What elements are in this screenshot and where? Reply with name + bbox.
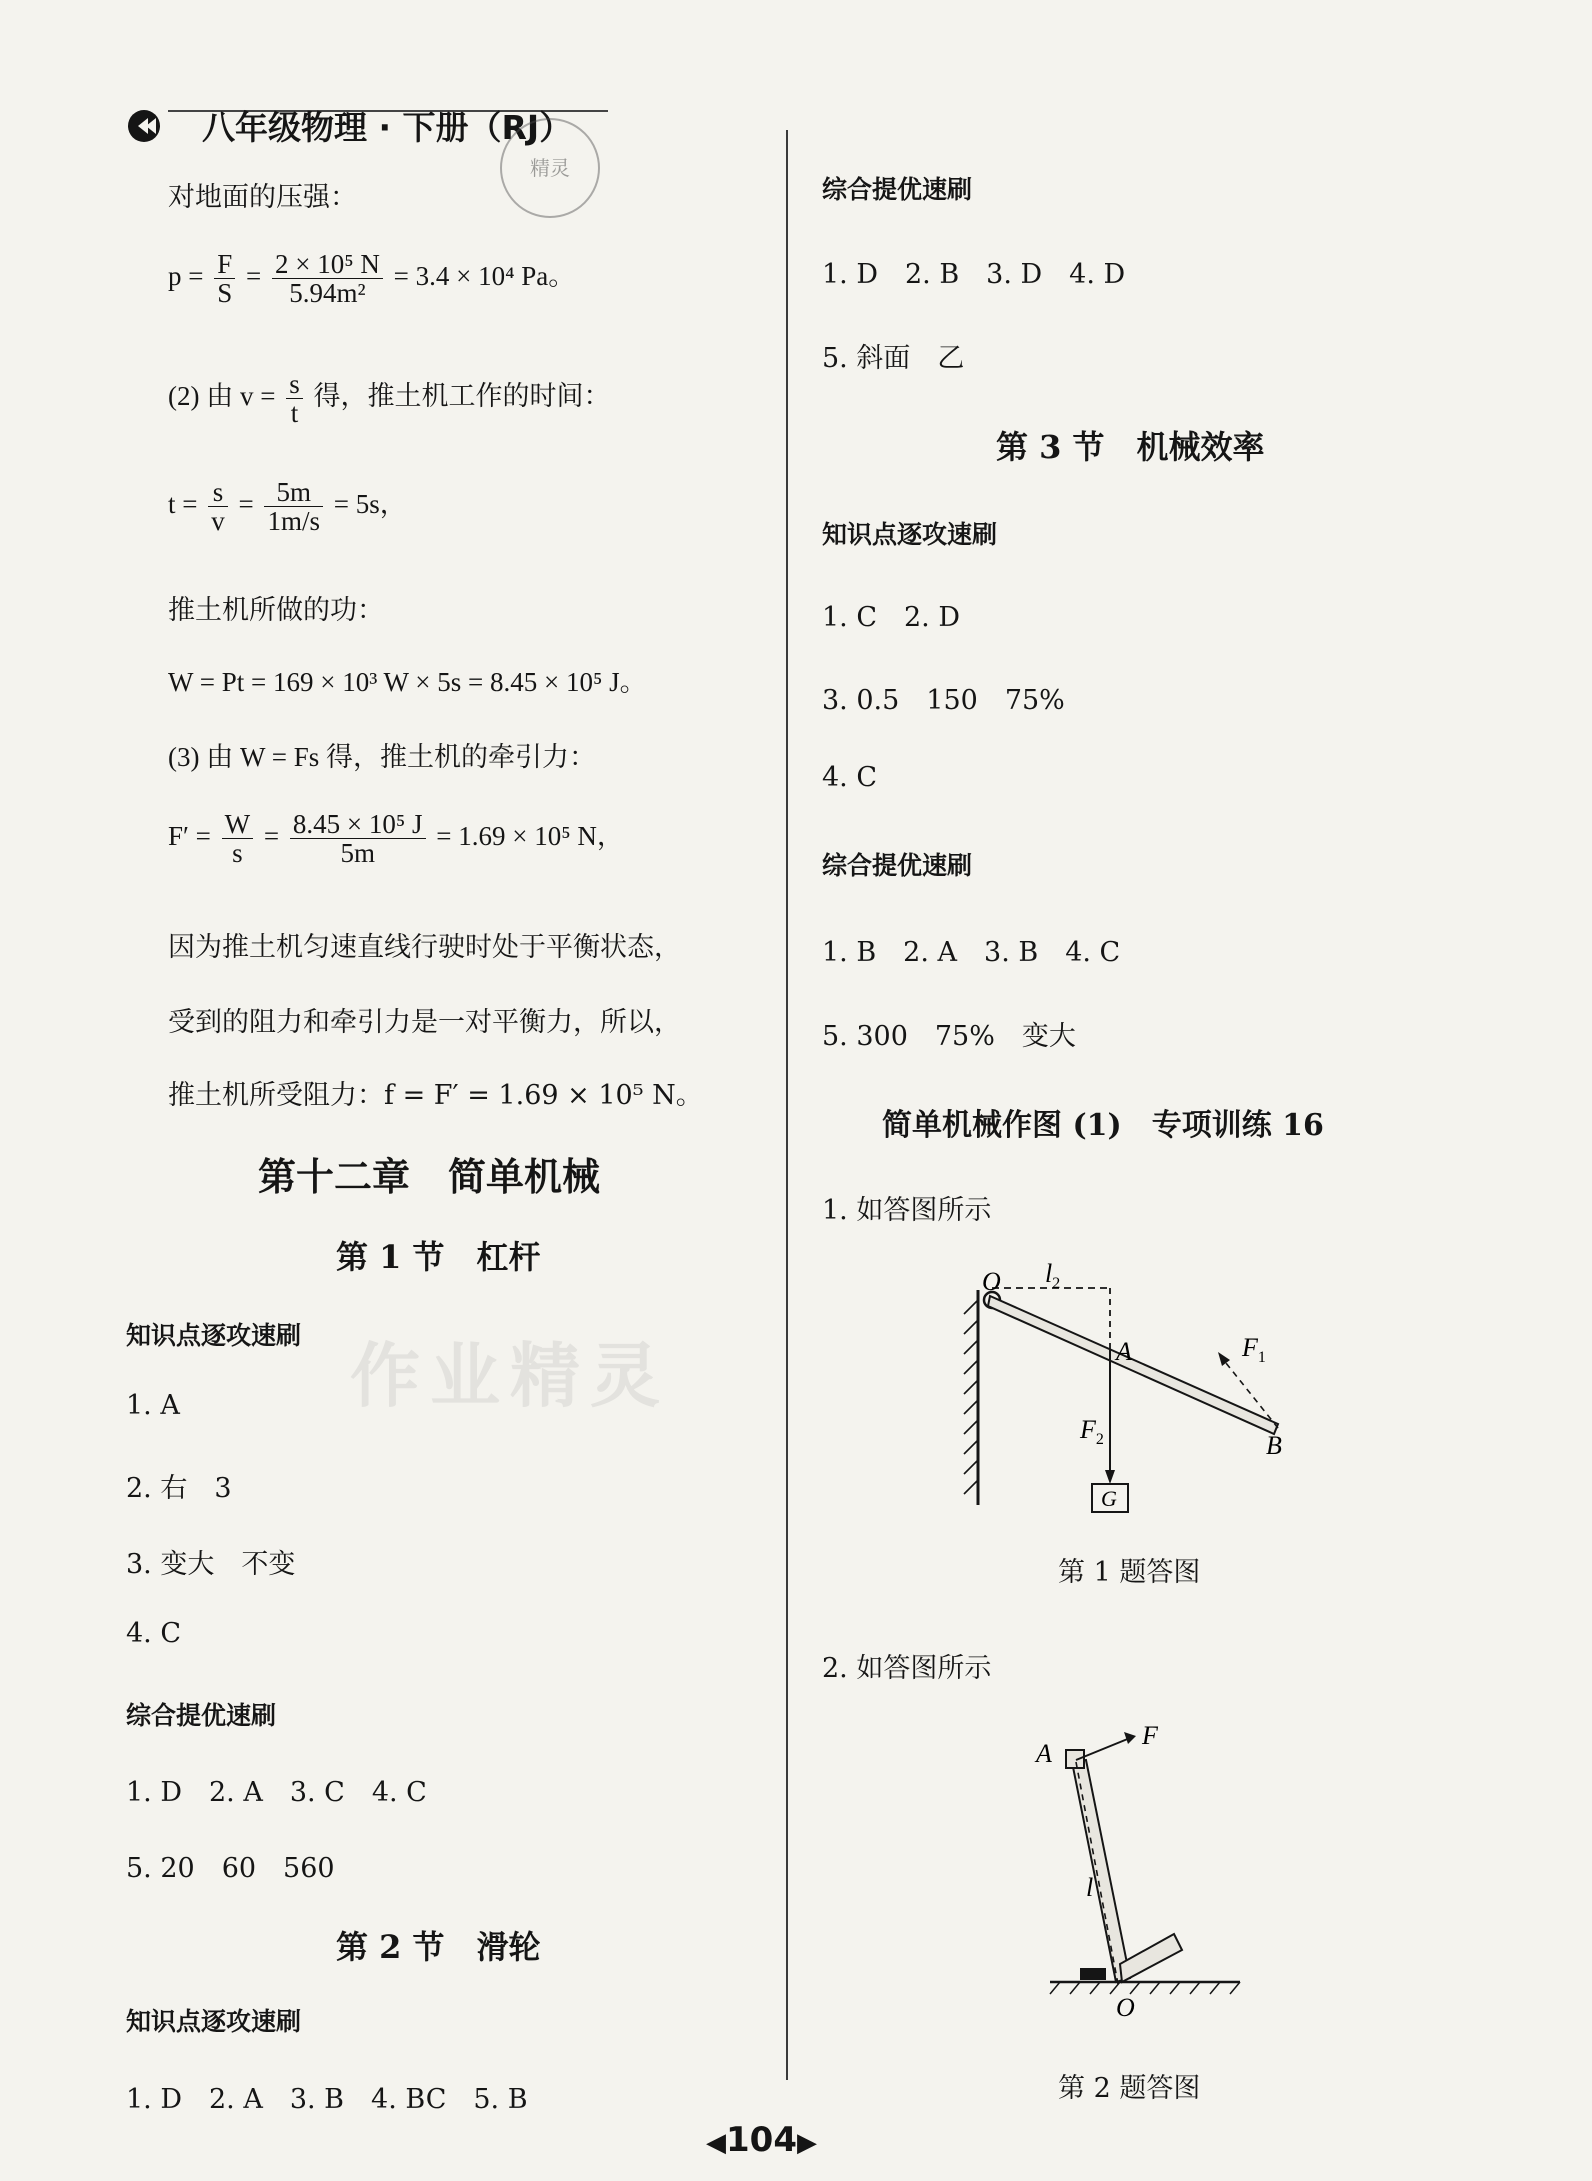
- sec2-subheading-comprehensive: 综合提优速刷: [822, 175, 973, 204]
- sec1-answer-3: 3. 变大 不变: [126, 1549, 296, 1580]
- sec3-answer-1: 1. C 2. D: [822, 602, 960, 633]
- sec1-subheading-knowledge: 知识点逐攻速刷: [126, 1321, 302, 1350]
- q3-line: (3) 由 W = Fs 得，推土机的牵引力：: [168, 742, 596, 772]
- sec3-subheading-comprehensive: 综合提优速刷: [822, 851, 973, 880]
- page-next-arrow-icon: ▶: [796, 2128, 817, 2158]
- figure-2-caption: 第 2 题答图: [1058, 2073, 1201, 2104]
- f-fraction-1: $\frac{W}{s}$: [222, 810, 253, 868]
- section-3-title: 第 3 节 机械效率: [996, 428, 1265, 466]
- p-fraction-2: $\frac{\text{2 × 10⁵ N}}{\text{5.94m²}}$: [272, 250, 383, 308]
- chapter-title: 第十二章 简单机械: [258, 1154, 601, 1199]
- column-divider: [786, 130, 788, 2080]
- sec3-subheading-knowledge: 知识点逐攻速刷: [822, 520, 998, 549]
- fig1-label-F1: $F_1$: [1242, 1333, 1266, 1366]
- pressure-intro: 对地面的压强：: [168, 182, 357, 213]
- figure-1-caption: 第 1 题答图: [1058, 1557, 1201, 1588]
- q2-line: (2) 由 v = $\frac{s}{t}$ 得，推土机工作的时间：: [168, 369, 611, 429]
- time-equation: t = $\frac{s}{v}$ = $\frac{5m}{1m/s}$ = 5s，: [168, 477, 407, 537]
- seal-stamp: [500, 118, 600, 218]
- section-2-title: 第 2 节 滑轮: [336, 1928, 541, 1966]
- figure-1-lever-diagram: [960, 1260, 1320, 1520]
- sec1-answer-2: 2. 右 3: [126, 1473, 232, 1504]
- fig2-label-l: l: [1086, 1873, 1094, 1902]
- page-header-title: 八年级物理 · 下册（RJ）: [202, 108, 573, 147]
- p-result: = 3.4 × 10⁴ Pa。: [393, 261, 576, 292]
- sec2-answers-1: 1. D 2. A 3. B 4. BC 5. B: [126, 2084, 528, 2115]
- fig1-label-O: O: [982, 1267, 1001, 1296]
- reason-line-2: 受到的阻力和牵引力是一对平衡力，所以，: [168, 1007, 681, 1038]
- figure-2-lever-diagram: [1020, 1720, 1280, 2030]
- reason-line-3: 推土机所受阻力：f = F′ = 1.69 × 10⁵ N。: [168, 1080, 703, 1111]
- special-q2: 2. 如答图所示: [822, 1653, 992, 1684]
- t-fraction-1: $\frac{s}{v}$: [208, 478, 228, 536]
- force-equation: F′ = $\frac{W}{s}$ = $\frac{\text{8.45 × 10⁵ J}}{5m}$ = 1.69 × 10⁵ N，: [168, 809, 624, 869]
- sec1-comp-answers-1: 1. D 2. A 3. C 4. C: [126, 1777, 427, 1808]
- sec1-answer-1: 1. A: [126, 1390, 180, 1421]
- watermark: 作业精灵: [350, 1335, 670, 1417]
- sec3-comp-answers-2: 5. 300 75% 变大: [822, 1021, 1076, 1052]
- fig1-label-A: A: [1116, 1337, 1132, 1366]
- sec1-answer-4: 4. C: [126, 1618, 182, 1649]
- fig2-label-F: F: [1142, 1721, 1158, 1750]
- header-logo-icon: [126, 108, 166, 148]
- work-intro: 推土机所做的功：: [168, 595, 384, 626]
- fig1-label-G: G: [1101, 1486, 1117, 1511]
- reason-line-1: 因为推土机匀速直线行驶时处于平衡状态，: [168, 932, 681, 963]
- special-q1: 1. 如答图所示: [822, 1195, 992, 1226]
- fig2-label-O: O: [1116, 1993, 1135, 2022]
- p-fraction-1: $\frac{F}{S}$: [214, 250, 235, 308]
- fig1-label-B: B: [1266, 1431, 1282, 1460]
- v-fraction: $\frac{s}{t}$: [286, 370, 303, 428]
- fig1-label-l2: $l_2$: [1045, 1260, 1061, 1292]
- seal-stamp-text: 精灵: [530, 156, 570, 180]
- sec2-comp-answers-2: 5. 斜面 乙: [822, 343, 965, 374]
- fig1-label-F2: $F_2$: [1080, 1415, 1104, 1448]
- t-fraction-2: $\frac{5m}{1m/s}$: [264, 478, 323, 536]
- page-number: ◀104▶: [706, 2120, 817, 2160]
- sec3-answer-3: 4. C: [822, 762, 878, 793]
- page-prev-arrow-icon: ◀: [706, 2128, 726, 2158]
- sec3-comp-answers-1: 1. B 2. A 3. B 4. C: [822, 937, 1121, 968]
- sec3-answer-2: 3. 0.5 150 75%: [822, 685, 1065, 716]
- sec1-comp-answers-2: 5. 20 60 560: [126, 1853, 335, 1884]
- sec2-comp-answers-1: 1. D 2. B 3. D 4. D: [822, 259, 1126, 290]
- work-equation: W = Pt = 169 × 10³ W × 5s = 8.45 × 10⁵ J。: [168, 667, 647, 697]
- special-training-title: 简单机械作图 (1) 专项训练 16: [882, 1108, 1324, 1143]
- section-1-title: 第 1 节 杠杆: [336, 1238, 541, 1276]
- pressure-equation: p = $\frac{F}{S}$ = $\frac{\text{2 × 10⁵ N}}{\text{5.94m²}}$ = 3.4 × 10⁴ Pa。: [168, 249, 576, 309]
- f-fraction-2: $\frac{\text{8.45 × 10⁵ J}}{5m}$: [290, 810, 426, 868]
- sec1-subheading-comprehensive: 综合提优速刷: [126, 1701, 277, 1730]
- fig2-label-A: A: [1036, 1739, 1052, 1768]
- p-lhs: p =: [168, 261, 204, 292]
- sec2-subheading-knowledge: 知识点逐攻速刷: [126, 2007, 302, 2036]
